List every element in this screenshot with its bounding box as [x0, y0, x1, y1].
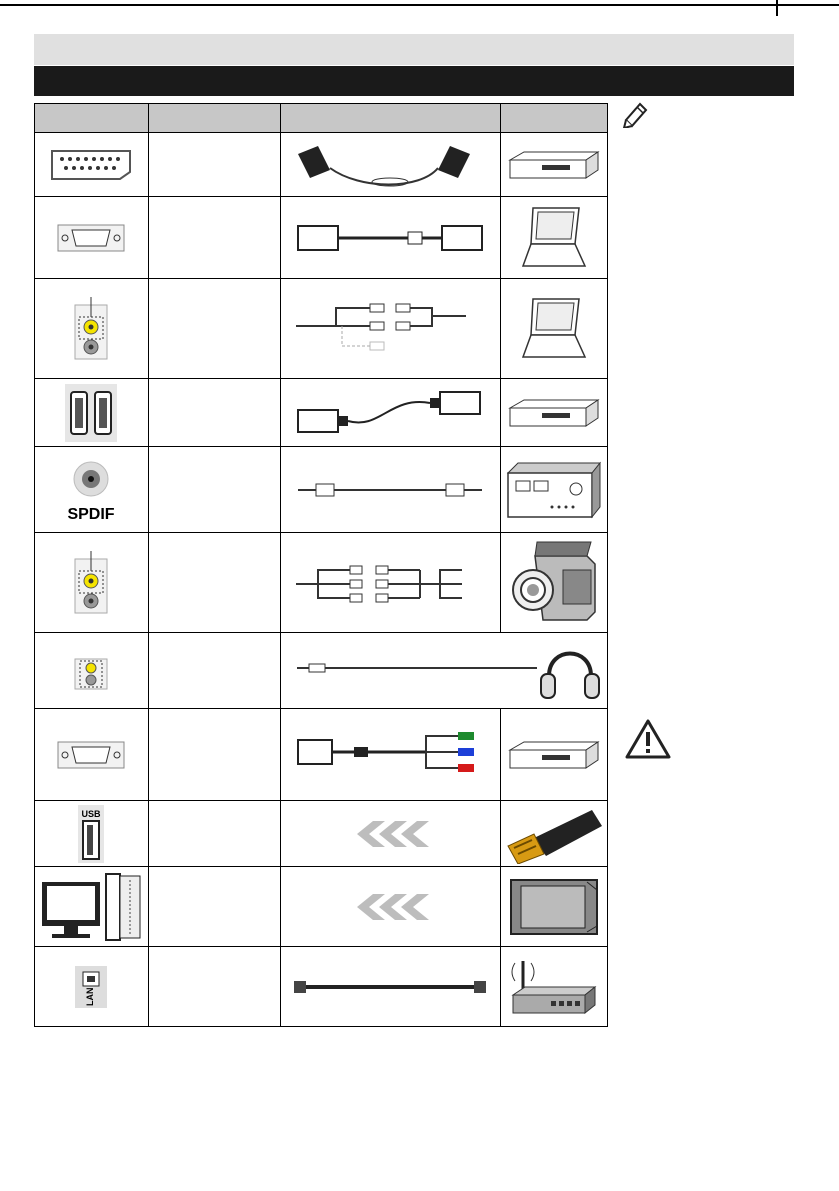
- table-row: [35, 279, 608, 379]
- hdmi-cable-icon: [280, 379, 501, 447]
- laptop-icon: [501, 279, 608, 379]
- column-header: [35, 104, 149, 133]
- insert-arrows-icon: [280, 867, 501, 947]
- table-row: [35, 379, 608, 447]
- connections-table: [34, 103, 608, 1027]
- av-cable-icon: [280, 533, 501, 633]
- camcorder-icon: [501, 533, 608, 633]
- connection-type: [148, 867, 280, 947]
- header-band: [34, 34, 794, 65]
- crop-mark: [776, 0, 778, 16]
- connection-type: [148, 379, 280, 447]
- column-header: [501, 104, 608, 133]
- table-row: [35, 867, 608, 947]
- connection-type: [148, 197, 280, 279]
- dvd-recorder-icon: [501, 133, 608, 197]
- table-row: [35, 947, 608, 1027]
- dvd-recorder-icon: [501, 709, 608, 801]
- vga-cable-icon: [280, 197, 501, 279]
- table-row: [35, 633, 608, 709]
- lan-label: LAN: [85, 987, 96, 1006]
- column-header: [280, 104, 501, 133]
- headphone-jack-icon: [35, 633, 149, 709]
- pc-audio-jack-icon: [35, 279, 149, 379]
- cam-module-icon: [501, 867, 608, 947]
- vga-socket-icon: [35, 197, 149, 279]
- connection-type: [148, 709, 280, 801]
- headphone-cable-icon: [280, 633, 607, 709]
- connection-type: [148, 947, 280, 1027]
- hdmi-sockets-icon: [35, 379, 149, 447]
- coaxial-cable-icon: [280, 447, 501, 533]
- connection-type: [148, 801, 280, 867]
- table-row: [35, 709, 608, 801]
- table-row: [35, 801, 608, 867]
- spdif-socket-icon: [35, 447, 149, 533]
- usb-label: USB: [81, 808, 101, 819]
- connection-type: [148, 633, 280, 709]
- table-header-row: [35, 104, 608, 133]
- scart-cable-icon: [280, 133, 501, 197]
- table-row: [35, 197, 608, 279]
- table-row: [35, 133, 608, 197]
- top-rule: [0, 4, 839, 6]
- lan-socket-icon: [35, 947, 149, 1027]
- table-row: [35, 447, 608, 533]
- audio-y-cable-icon: [280, 279, 501, 379]
- usb-socket-icon: [35, 801, 149, 867]
- insert-arrows-icon: [280, 801, 501, 867]
- connection-type: [148, 447, 280, 533]
- connection-type: [148, 533, 280, 633]
- connection-type: [148, 279, 280, 379]
- connection-type: [148, 133, 280, 197]
- laptop-icon: [501, 197, 608, 279]
- ethernet-cable-icon: [280, 947, 501, 1027]
- ci-slot-icon: [35, 867, 149, 947]
- column-header: [148, 104, 280, 133]
- ypbpr-vga-socket-icon: [35, 709, 149, 801]
- pencil-note-icon: [620, 100, 650, 133]
- router-icon: [501, 947, 608, 1027]
- av-jack-icon: [35, 533, 149, 633]
- warning-triangle-icon: [624, 718, 672, 765]
- dvd-recorder-icon: [501, 379, 608, 447]
- section-title-band: [34, 66, 794, 96]
- scart-socket-icon: [35, 133, 149, 197]
- usb-stick-icon: [501, 801, 608, 867]
- amplifier-icon: [501, 447, 608, 533]
- table-row: [35, 533, 608, 633]
- ypbpr-cable-icon: [280, 709, 501, 801]
- spdif-label: SPDIF: [67, 505, 115, 523]
